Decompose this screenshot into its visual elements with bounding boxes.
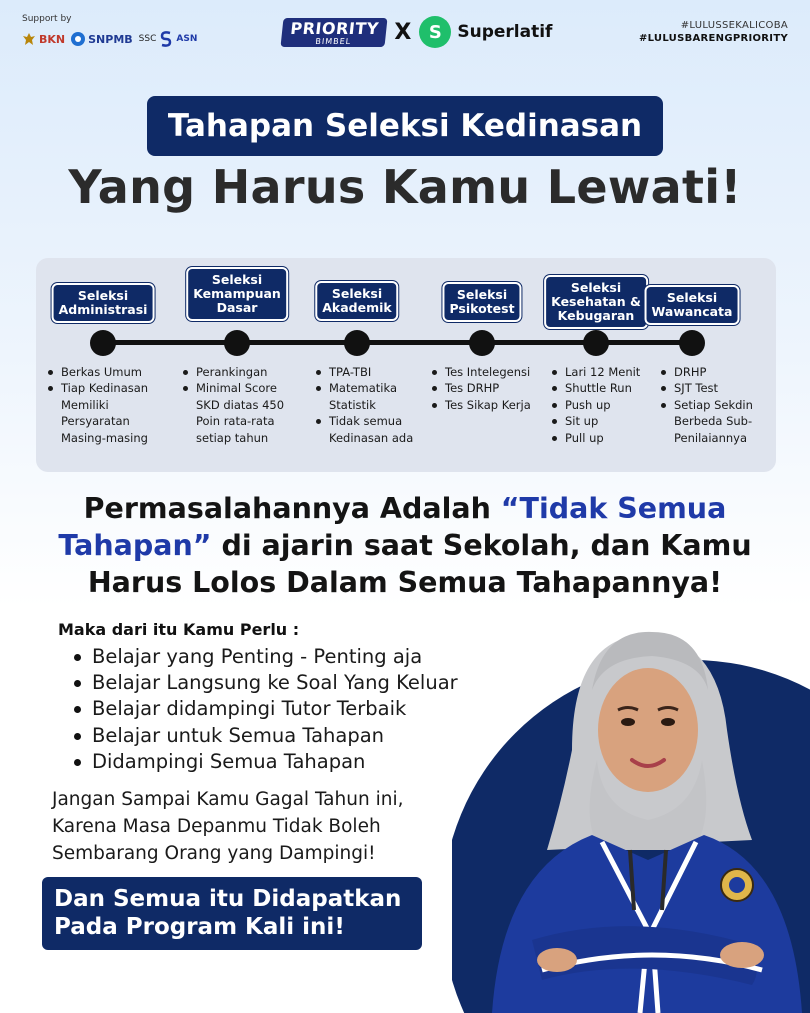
stage-label [315,281,398,321]
brand-lockup [282,16,552,48]
warning-line: Sembarang Orang yang Dampingi! [52,843,376,864]
bkn-text: BKN [39,32,66,46]
stage-label-line: Seleksi [211,272,263,287]
stage-label-line: Kemampuan [193,286,281,301]
support-section [22,14,197,48]
stage-label [52,283,155,323]
snpmb-logo [71,32,133,46]
hashtag-2: #LULUSBARENGPRIORITY [638,33,788,44]
stage-detail-item: Tes Intelegensi [431,364,541,380]
stage-detail-item: Berkas Umum [47,364,165,380]
needs-item: Belajar didampingi Tutor Terbaik [72,696,458,722]
needs-list [72,644,458,775]
stage-detail-item: Tes DRHP [431,380,541,396]
stage-detail-item: Perankingan [182,364,300,380]
student-photo [452,610,810,1013]
stage-detail-item: Sit up [551,413,643,429]
stage-label-line: Psikotest [449,301,515,316]
priority-logo [280,18,387,47]
stage-label-line: Seleksi [666,290,718,305]
ssc-asn-logo [139,30,198,48]
stage-label-line: Dasar [216,300,258,315]
brand-x: X [394,19,412,45]
support-label: Support by [22,14,72,24]
stage-label-line: Kebugaran [557,308,635,323]
stage-detail-item: TPA-TBI [315,364,419,380]
student-illustration [452,610,810,1013]
timeline-dot [90,330,116,356]
warning-text [52,786,403,867]
stage-label [442,282,521,322]
support-logos [22,30,197,48]
snpmb-text: SNPMB [88,32,133,46]
stage-label-line: Kesehatan & [551,294,641,309]
stage-detail-list [315,364,419,446]
timeline-dot [224,330,250,356]
warning-line: Jangan Sampai Kamu Gagal Tahun ini, [52,789,404,810]
stage-detail-item: Lari 12 Menit [551,364,643,380]
stage-detail-item: Setiap Sekdin Berbeda Sub-Penilaiannya [660,397,758,446]
problem-statement [40,490,770,601]
timeline-dot [583,330,609,356]
ssc-text: SSC [138,34,157,44]
stage-detail-item: Tiap Kedinasan Memiliki Persyaratan Masing-masing [47,380,165,446]
timeline-dot [469,330,495,356]
problem-highlight: “Tidak Semua Tahapan” [58,492,727,562]
stage-label [186,267,288,321]
needs-item: Belajar Langsung ke Soal Yang Keluar [72,670,458,696]
stage-label-line: Wawancata [651,304,733,319]
stage-detail-item: Matematika Statistik [315,380,419,413]
stage-detail-item: SJT Test [660,380,758,396]
needs-title: Maka dari itu Kamu Perlu : [58,620,300,639]
stage-detail-item: Tidak semua Kedinasan ada [315,413,419,446]
page-title: Yang Harus Kamu Lewati! [68,160,742,214]
title-badge: Tahapan Seleksi Kedinasan [147,96,663,156]
stage-detail-item: Shuttle Run [551,380,643,396]
stage-label-line: Administrasi [58,302,148,317]
superlatif-icon: S [419,16,451,48]
stage-detail-item: DRHP [660,364,758,380]
asn-text: ASN [176,34,198,44]
cta-line: Pada Program Kali ini! [54,914,345,940]
stage-detail-item: Tes Sikap Kerja [431,397,541,413]
snpmb-icon [71,32,85,46]
stage-detail-item: Minimal Score SKD diatas 450 Poin rata-rata setiap tahun [182,380,300,446]
stage-label-line: Seleksi [77,288,129,303]
stage-label [544,275,648,329]
stage-detail-list [182,364,300,446]
stage-detail-item: Push up [551,397,643,413]
hashtag-1: #LULUSSEKALICOBA [680,20,788,31]
garuda-icon [22,32,36,46]
problem-part-1: Permasalahannya Adalah [83,492,501,525]
stage-detail-list [431,364,541,413]
needs-item: Belajar untuk Semua Tahapan [72,723,458,749]
needs-item: Belajar yang Penting - Penting aja [72,644,458,670]
cta-line: Dan Semua itu Didapatkan [54,886,402,912]
stage-label-line: Seleksi [570,280,622,295]
stage-label-line: Akademik [322,300,392,315]
stage-detail-item: Pull up [551,430,643,446]
stage-detail-list [47,364,165,446]
stage-label [645,285,740,325]
stage-detail-list [660,364,758,446]
cta-banner [42,877,422,950]
ssc-s-icon [158,30,174,48]
needs-item: Didampingi Semua Tahapan [72,749,458,775]
warning-line: Karena Masa Depanmu Tidak Boleh [52,816,381,837]
superlatif-logo [419,16,552,48]
superlatif-text: Superlatif [457,22,553,42]
bkn-logo [22,32,65,46]
stage-label-line: Seleksi [456,287,508,302]
hashtags [639,20,788,44]
timeline-dot [344,330,370,356]
priority-text: PRIORITY [289,18,380,38]
stage-detail-list [551,364,643,446]
priority-sub-text: BIMBEL [314,36,352,46]
timeline-dot [679,330,705,356]
stage-label-line: Seleksi [331,286,383,301]
problem-part-2: di ajarin saat Sekolah, dan Kamu Harus Lolos Dalam Semua Tahapannya! [87,529,752,599]
